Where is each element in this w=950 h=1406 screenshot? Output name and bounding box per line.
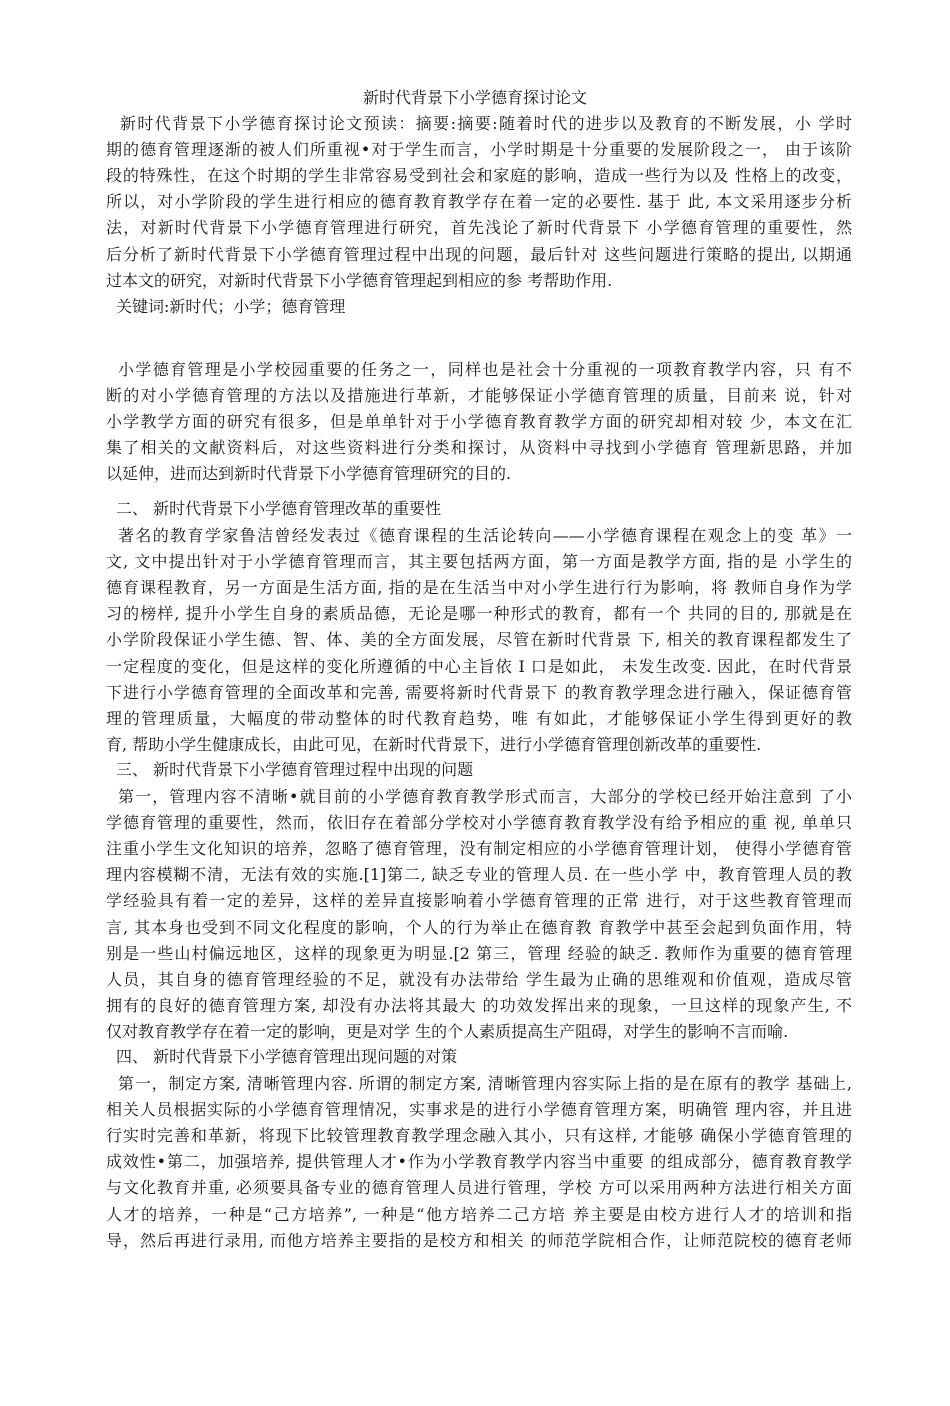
section2-line: 一定程度的变化，但是这样的变化所遵循的中心主旨依 I 口是如此， 未发生改变. 因此，在时代背景 <box>106 656 852 676</box>
abstract-line: 所以，对小学阶段的学生进行相应的德育教育教学存在着一定的必要性. 基于 此, 本文采用逐步分析 <box>106 192 852 212</box>
abstract-line: 后分析了新时代背景下小学德育管理过程中出现的问题，最后针对 这些问题进行策略的提出, 以期通 <box>106 244 852 264</box>
intro-line: 集了相关的文献资料后，对这些资料进行分类和探讨，从资料中寻找到小学德育 管理新思路，并加 <box>106 438 852 458</box>
section2-line: 育, 帮助小学生健康成长，由此可见，在新时代背景下，进行小学德育管理创新改革的重要性. <box>106 734 762 754</box>
section4-line: 成效性•第二，加强培养, 提供管理人才•作为小学教育教学内容当中重要 的组成部分，德育教育教学 <box>106 1152 852 1172</box>
section3-line: 理内容模糊不清，无法有效的实施.[1]第二, 缺乏专业的管理人员. 在一些小学 中，教育管理人员的教 <box>106 865 852 885</box>
intro-line: 小学教学方面的研究有很多，但是单单针对于小学德育教育教学方面的研究却相对较 少，本文在汇 <box>106 412 852 432</box>
section2-line: 下进行小学德育管理的全面改革和完善, 需要将新时代背景下 的教育教学理念进行融入，保证德育管 <box>106 682 852 702</box>
keywords: 关键词:新时代；小学；德育管理 <box>116 297 346 316</box>
section4-line: 与文化教育并重, 必须要具备专业的德育管理人员进行管理，学校 方可以采用两种方法进行相关方面 <box>106 1178 852 1198</box>
section4-line: 相关人员根据实际的小学德育管理情况，实事求是的进行小学德育管理方案，明确管 理内容，并且进 <box>106 1100 852 1120</box>
section2-line: 德育课程教育，另一方面是生活方面, 指的是在生活当中对小学生进行行为影响，将 教师自身作为学 <box>106 578 852 598</box>
section-heading: 四、 新时代背景下小学德育管理出现问题的对策 <box>116 1047 458 1066</box>
section2-line: 小学阶段保证小学生德、智、体、美的全方面发展，尽管在新时代背景 下, 相关的教育课程都发生了 <box>106 630 852 650</box>
abstract-line: 法，对新时代背景下小学德育管理进行研究，首先浅论了新时代背景下 小学德育管理的重要性，然 <box>106 218 852 238</box>
section3-line: 拥有的良好的德育管理方案, 却没有办法将其最大 的功效发挥出来的现象，一旦这样的现象产生, 不 <box>106 995 852 1015</box>
section4-line: 人才的培养，一种是“己方培养”, 一种是“他方培养二己方培 养主要是由校方进行人才的培训和指 <box>106 1204 852 1224</box>
section3-line: 学德育管理的重要性，然而，依旧存在着部分学校对小学德育教育教学没有给予相应的重 视, 单单只 <box>106 813 852 833</box>
section3-line: 第一，管理内容不清晰•就目前的小学德育教育教学形式而言，大部分的学校已经开始注意到 了小 <box>118 787 852 806</box>
section3-line: 学经验具有着一定的差异，这样的差异直接影响着小学德育管理的正常 进行，对于这些教育管理而 <box>106 891 852 911</box>
abstract-line: 期的德育管理逐渐的被人们所重视•对于学生而言，小学时期是十分重要的发展阶段之一， 由于该阶 <box>106 140 852 160</box>
abstract-line: 段的特殊性，在这个时期的学生非常容易受到社会和家庭的影响，造成一些行为以及 性格上的改变， <box>106 166 852 186</box>
abstract-line: 过本文的研究，对新时代背景下小学德育管理起到相应的参 考帮助作用. <box>106 270 613 290</box>
intro-line: 小学德育管理是小学校园重要的任务之一，同样也是社会十分重视的一项教育教学内容，只 有不 <box>118 360 852 379</box>
section4-line: 导，然后再进行录用, 而他方培养主要指的是校方和相关 的师范学院相合作，让师范院校的德育老师 <box>106 1230 852 1250</box>
abstract-line: 新时代背景下小学德育探讨论文预读：摘要:摘要:随着时代的进步以及教育的不断发展，小 学时 <box>120 114 852 133</box>
section2-line: 习的榜样, 提升小学生自身的素质品德，无论是哪一种形式的教育，都有一个 共同的目的, 那就是在 <box>106 604 852 624</box>
section4-line: 行实时完善和革新，将现下比较管理教育教学理念融入其小，只有这样, 才能够 确保小学德育管理的 <box>106 1126 852 1146</box>
section4-line: 第一，制定方案, 清晰管理内容. 所谓的制定方案, 清晰管理内容实际上指的是在原有的教学 基础上, <box>118 1074 852 1093</box>
document-title: 新时代背景下小学德育探讨论文 <box>362 88 587 107</box>
section3-line: 注重小学生文化知识的培养，忽略了德育管理，没有制定相应的小学德育管理计划， 使得小学德育管 <box>106 839 852 859</box>
intro-line: 断的对小学德育管理的方法以及措施进行革新，才能够保证小学德育管理的质量，目前来 说，针对 <box>106 386 852 406</box>
section3-line: 言, 其本身也受到不同文化程度的影响，个人的行为举止在德育教 育教学中甚至会起到负面作用，特 <box>106 917 852 937</box>
section2-line: 理的管理质量，大幅度的带动整体的时代教育趋势，唯 有如此，才能够保证小学生得到更好的教 <box>106 708 852 728</box>
section-heading: 三、 新时代背景下小学德育管理过程中出现的问题 <box>116 760 474 779</box>
section2-line: 文, 文中提出针对于小学德育管理而言，其主要包括两方面，第一方面是教学方面, 指的是 小学生的 <box>106 552 852 572</box>
section3-line: 人员，其自身的德育管理经验的不足，就没有办法带给 学生最为止确的思维观和价值观，造成尽管 <box>106 969 852 989</box>
intro-line: 以延伸，进而达到新时代背景下小学德育管理研究的目的. <box>106 464 512 484</box>
section3-line: 仅对教育教学存在着一定的影响，更是对学 生的个人素质提高生产阻碍，对学生的影响不言而喻. <box>106 1021 789 1041</box>
section2-line: 著名的教育学家鲁洁曾经发表过《德育课程的生活论转向——小学德育课程在观念上的变 革》一 <box>118 526 852 545</box>
section3-line: 别是一些山村偏远地区，这样的现象更为明显.[2 第三，管理 经验的缺乏. 教师作为重要的德育管理 <box>106 943 852 963</box>
section-heading: 二、 新时代背景下小学德育管理改革的重要性 <box>116 499 442 518</box>
